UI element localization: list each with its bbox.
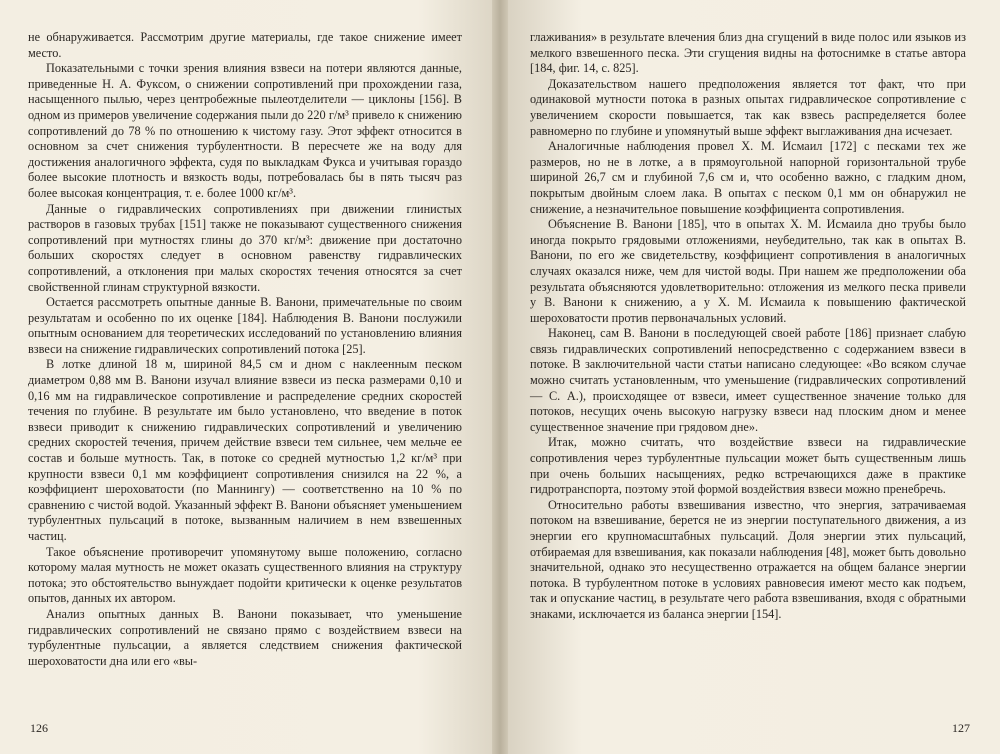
paragraph: Итак, можно считать, что воздействие взвеси на гидравлические сопротивления через турбулентные пульсации может быть существенным лишь при очень больших насыщениях, редко встречающихся даже в практике гидротранспорта, поэтому этой формой воздействия взвеси можно пренебречь. — [530, 435, 966, 497]
paragraph: Данные о гидравлических сопротивлениях при движении глинистых растворов в газовых трубах [151] также не показывают существенного снижения сопротивлений при мутностях глины до 370 кг/м³: движение при достаточно больших скоростях следует в основном равенству гидравлических сопротивлений, а отклонения при малых скоростях течения относятся за счет свойственной глинам структурной вязкости. — [28, 201, 462, 294]
left-page — [0, 0, 492, 754]
paragraph: Показательными с точки зрения влияния взвеси на потери являются данные, приведенные Н. А. Фуксом, о снижении сопротивлений при прохождении газа, насыщенного пылью, через центробежные пылеотделители — циклоны [156]. В одном из примеров увеличение содержания пыли до 220 г/м³ привело к снижению сопротивлений до 78 % по отношению к чистому газу. Этот эффект относится в основном за счет снижения турбулентности. В пересчете же на воду для достижения аналогичного эффекта, судя по выкладкам Фукса и учитывая гораздо более высокие плотность и вязкость воды, потребовалась бы в пять тысяч раз более высокая концентрация, т. е. более 1000 кг/м³. — [28, 61, 462, 200]
paragraph: не обнаруживается. Рассмотрим другие материалы, где такое снижение имеет место. — [28, 30, 462, 60]
left-page-text — [28, 30, 462, 669]
paragraph: Относительно работы взвешивания известно, что энергия, затрачиваемая потоком на взвешивание, берется не из энергии поступательного движения, а из энергии его крупномасштабных пульсаций. Доля энергии этих пульсаций, отбираемая для взвешивания, как показали наблюдения [48], может быть довольно значительной, однако это несущественно отражается на общем балансе энергии потока. В турбулентном потоке в условиях равновесия имеют место как подъем, так и опускание частиц, в результате чего работа взвешивания, входя с обратными знаками, исключается из баланса энергии [154]. — [530, 497, 966, 621]
page-number: 127 — [952, 721, 970, 735]
paragraph: Доказательством нашего предположения является тот факт, что при одинаковой мутности потока в разных опытах гидравлическое сопротивление с увеличением скорости повышается, так как взвесь распределяется более равномерно по глубине и упомянутый выше эффект выглаживания дна исчезает. — [530, 76, 966, 138]
paragraph: глаживания» в результате влечения близ дна сгущений в виде полос или языков из мелкого взвешенного песка. Эти сгущения видны на фотоснимке в статье автора [184, фиг. 14, с. 825]. — [530, 30, 966, 76]
book-gutter — [492, 0, 508, 754]
right-page-text — [530, 30, 966, 623]
right-page — [508, 0, 1000, 754]
paragraph: Остается рассмотреть опытные данные В. Ванони, примечательные по своим результатам и особенно по их оценке [184]. Наблюдения В. Ванони послужили опытным основанием для теоретических исследований по установлению влияния взвеси на снижение гидравлических сопротивлений потока [25]. — [28, 295, 462, 356]
paragraph: Такое объяснение противоречит упомянутому выше положению, согласно которому малая мутность не может оказать существенного влияния на структуру потока; это обстоятельство вынуждает подойти критически к оценке результатов опытов, данных их автором. — [28, 544, 462, 606]
paragraph: Анализ опытных данных В. Ванони показывает, что уменьшение гидравлических сопротивлений не связано прямо с воздействием взвеси на турбулентные пульсации, а является следствием снижения фактической шероховатости дна или его «вы- — [28, 606, 462, 668]
paragraph: Наконец, сам В. Ванони в последующей своей работе [186] признает слабую связь гидравлических сопротивлений непосредственно с содержанием взвеси в потоке. В заключительной части статьи написано следующее: «Во всяком случае можно считать установленным, что уменьшение (гидравлических сопротивлений — С. А.), происходящее от взвеси, имеет существенное значение только для потоков, несущих очень высокую нагрузку взвеси над плоским дном и менее существенное значение при грядовом дне». — [530, 326, 966, 434]
paragraph: В лотке длиной 18 м, шириной 84,5 см и дном с наклеенным песком диаметром 0,88 мм В. Ванони изучал влияние взвеси из песка размерами 0,10 и 0,16 мм на гидравлическое сопротивление и распределение средних скоростей течения по глубине. В результате им было установлено, что введение в поток взвеси приводит к снижению гидравлических сопротивлений и увеличению средних скоростей течения, причем действие взвеси тем сильнее, чем мельче ее состав и больше мутность. Так, в потоке со средней мутностью 1,2 кг/м³ при крупности взвеси 0,1 мм коэффициент сопротивления снизился на 22 %, а коэффициент шероховатости (по Маннингу) — соответственно на 10 % по сравнению с чистой водой. Указанный эффект В. Ванони объясняет уменьшением турбулентных пульсаций в потоке, вызванным наличием в нем взвешенных частиц. — [28, 357, 462, 543]
paragraph: Объяснение В. Ванони [185], что в опытах Х. М. Исмаила дно трубы было иногда покрыто грядовыми отложениями, неубедительно, так как в опытах В. Ванони, по его же свидетельству, коэффициент сопротивления в аналогичных случаях оказался ниже, чем для чистой воды. При нашем же предположении оба результата объясняются удовлетворительно: отложения из мелкого песка привели у В. Ванони к снижению, а у Х. М. Исмаила к повышению фактической шероховатости против первоначальных условий. — [530, 217, 966, 325]
page-number: 126 — [30, 721, 48, 735]
paragraph: Аналогичные наблюдения провел Х. М. Исмаил [172] с песками тех же размеров, но не в лотке, а в прямоугольной напорной горизонтальной трубе шириной 26,7 см и глубиной 7,6 см и, что особенно важно, с гладким дном, покрытым двойным слоем лака. В опытах с песком 0,1 мм он обнаружил не снижение, а незначительное повышение коэффициента сопротивления. — [530, 139, 966, 216]
